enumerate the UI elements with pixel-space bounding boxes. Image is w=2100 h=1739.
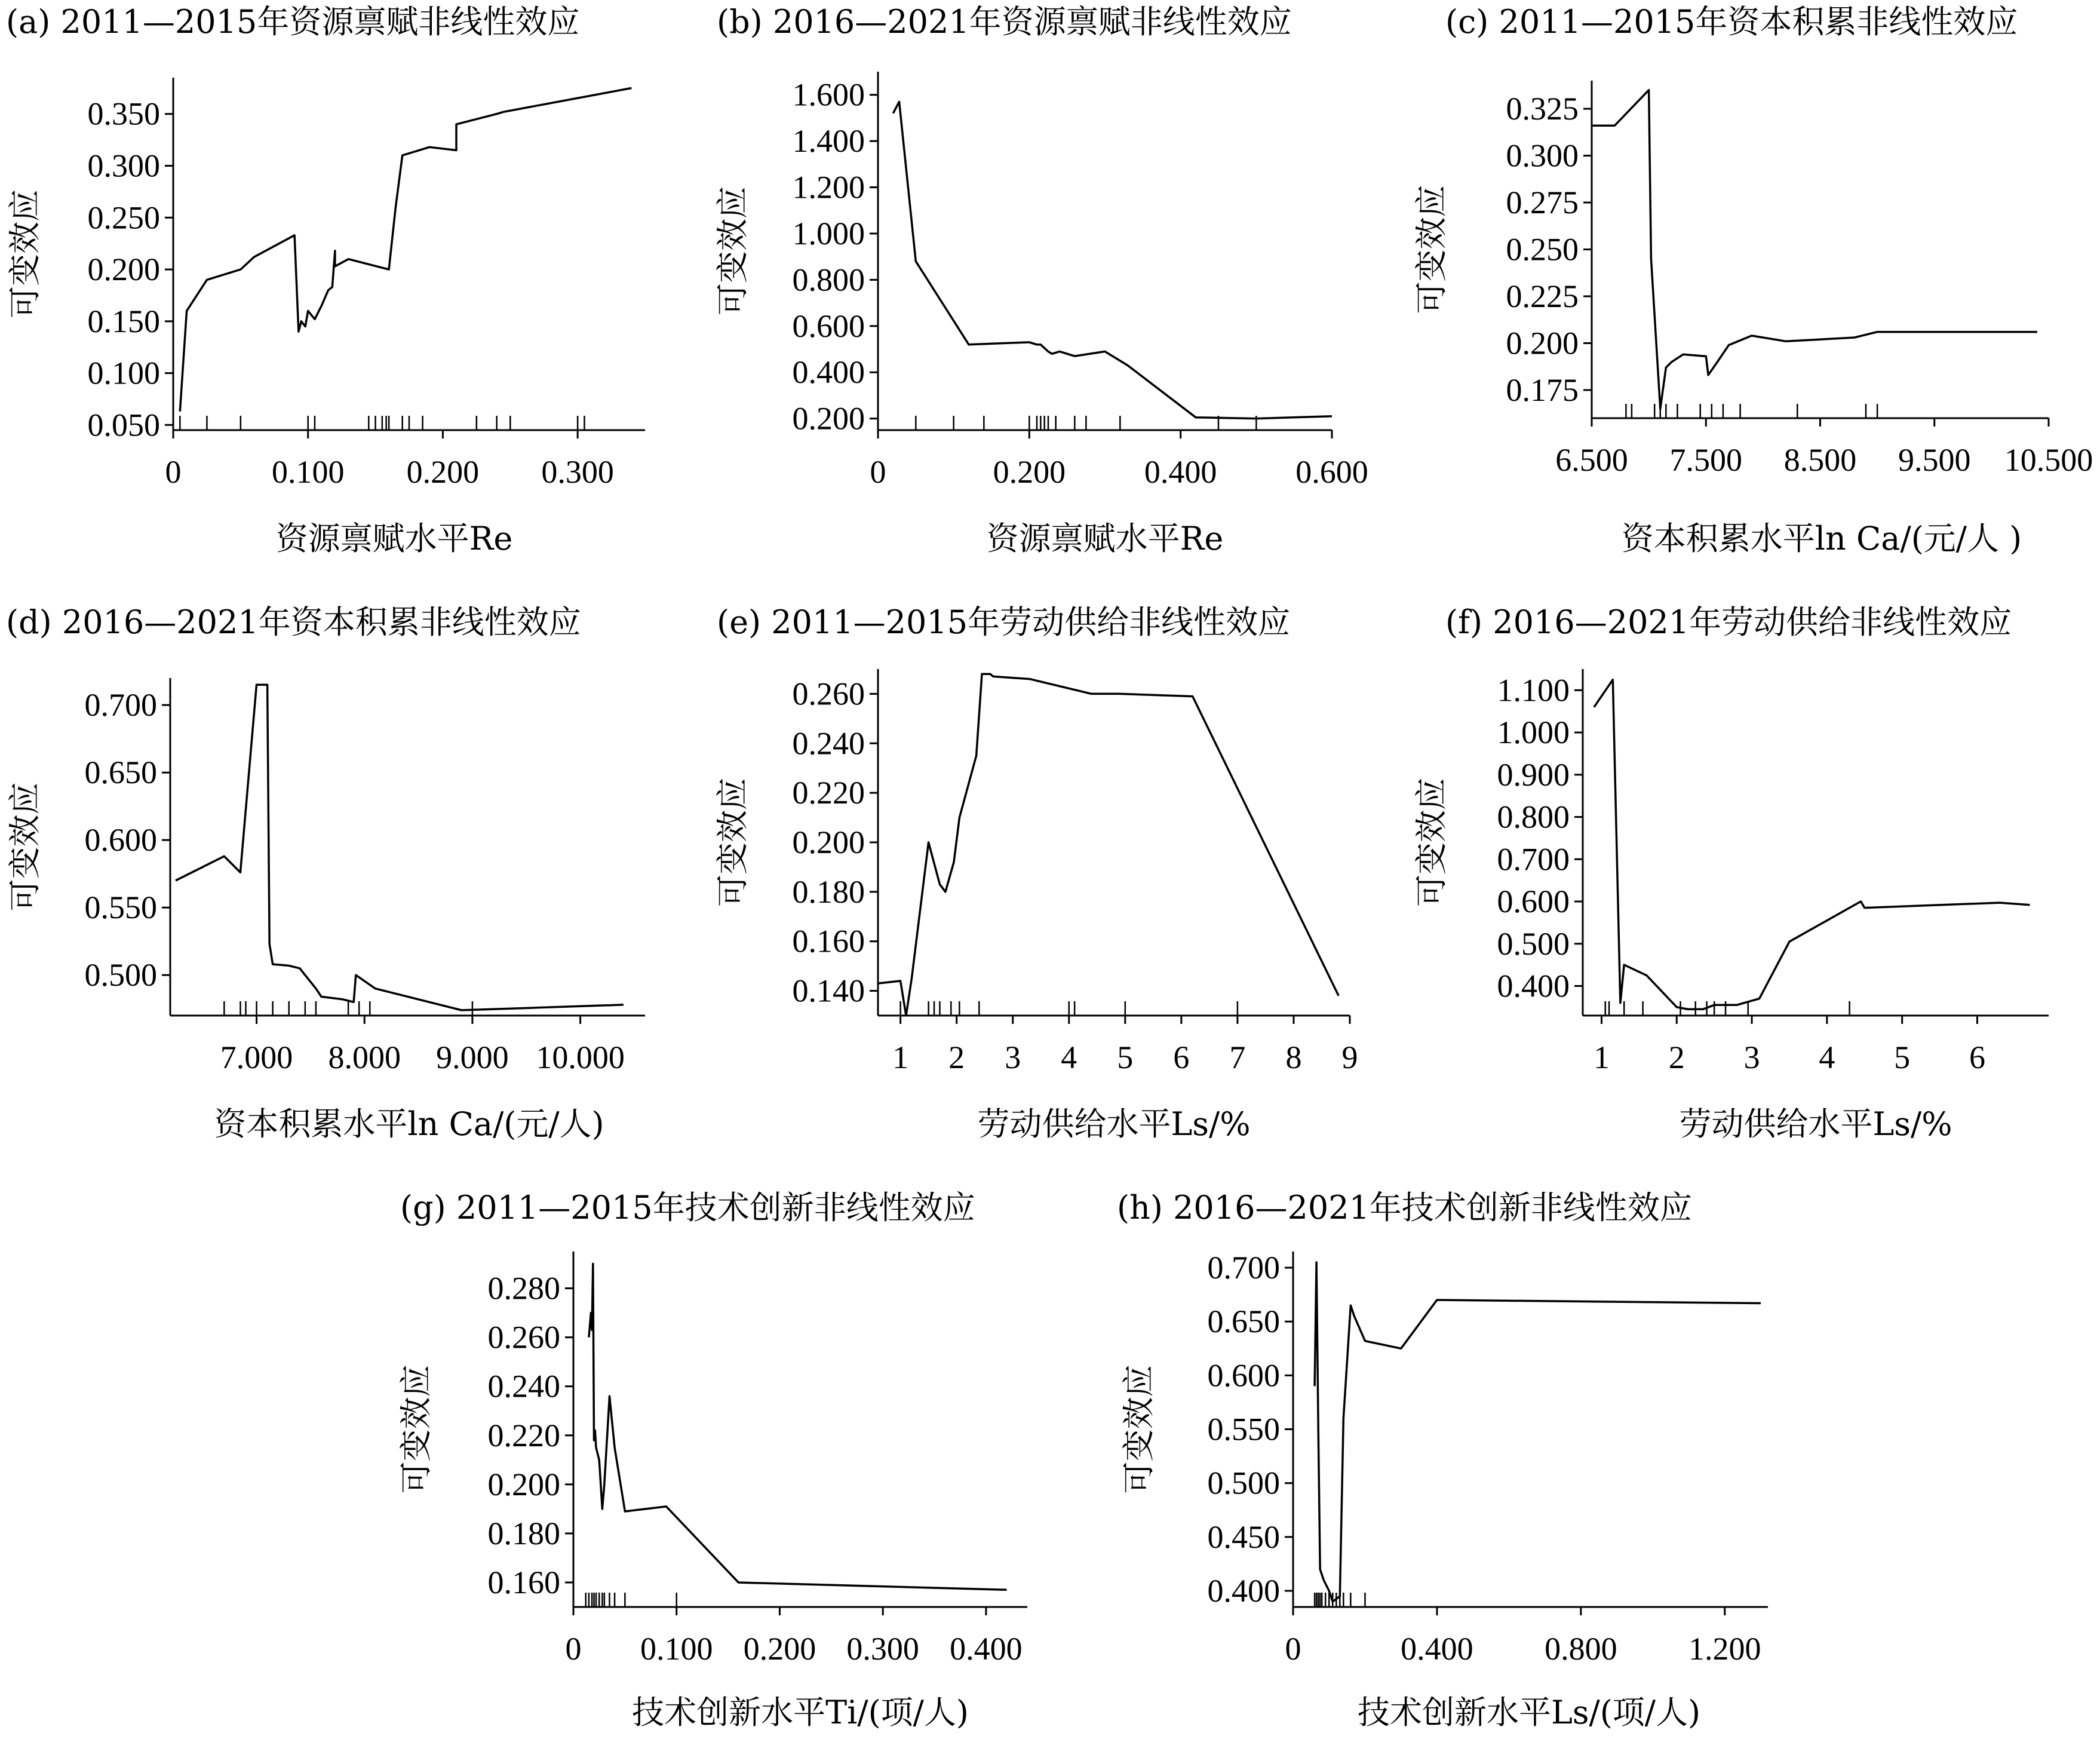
y-axis-label: 可变效应 [1413, 185, 1450, 314]
y-tick-label: 0.600 [1497, 884, 1570, 920]
chart-panel-e [714, 603, 1358, 1143]
chart-panel-c [1413, 3, 2093, 557]
chart-panel-a [6, 3, 645, 557]
x-tick-label: 1 [892, 1039, 909, 1075]
chart-panel-d [6, 603, 645, 1143]
y-tick-label: 0.150 [87, 303, 160, 339]
y-tick-label: 0.350 [87, 96, 160, 132]
y-tick-label: 0.200 [792, 400, 865, 437]
x-tick-label: 0.100 [271, 454, 345, 490]
x-tick-label: 0.400 [1401, 1631, 1473, 1667]
y-tick-label: 0.280 [487, 1270, 560, 1306]
y-tick-label: 0.300 [87, 148, 160, 184]
x-tick-label: 1.200 [1688, 1631, 1761, 1667]
y-tick-label: 0.100 [87, 355, 160, 391]
y-axis-label: 可变效应 [6, 189, 44, 318]
x-tick-label: 5 [1894, 1039, 1911, 1075]
chart-title: (d) 2016—2021年资本积累非线性效应 [6, 603, 581, 641]
x-tick-label: 10.500 [2004, 442, 2093, 478]
x-axis-label: 劳动供给水平Ls/% [977, 1105, 1251, 1143]
y-tick-label: 0.600 [792, 308, 865, 344]
x-tick-label: 2 [948, 1039, 965, 1075]
y-tick-label: 0.240 [792, 725, 865, 762]
x-tick-label: 0 [870, 454, 886, 490]
series-line [176, 685, 624, 1010]
x-tick-label: 9.000 [436, 1039, 509, 1075]
x-axis-label: 劳动供给水平Ls/% [1679, 1105, 1952, 1143]
y-tick-label: 0.220 [792, 775, 865, 811]
y-tick-label: 0.500 [1207, 1465, 1280, 1501]
x-tick-label: 8 [1285, 1039, 1302, 1075]
y-tick-label: 0.500 [1497, 925, 1570, 962]
x-tick-label: 0.400 [950, 1631, 1023, 1667]
y-tick-label: 0.550 [84, 890, 157, 926]
y-tick-label: 0.240 [487, 1368, 560, 1404]
x-tick-label: 7.000 [220, 1039, 293, 1075]
x-tick-label: 0.200 [743, 1631, 816, 1667]
x-tick-label: 0.800 [1545, 1631, 1617, 1667]
y-tick-label: 0.250 [87, 200, 160, 236]
x-axis-label: 资本积累水平ln Ca/(元/人) [214, 1105, 604, 1143]
x-tick-label: 0.200 [406, 454, 480, 490]
y-tick-label: 1.200 [792, 169, 865, 206]
y-tick-label: 0.800 [792, 262, 865, 298]
y-tick-label: 1.100 [1497, 672, 1570, 709]
chart-panel-b [714, 3, 1368, 557]
x-axis-label: 资本积累水平ln Ca/(元/人 ) [1621, 520, 2022, 557]
y-tick-label: 0.700 [84, 687, 157, 723]
y-tick-label: 0.550 [1207, 1411, 1280, 1447]
y-tick-label: 0.400 [792, 354, 865, 391]
x-tick-label: 0 [1285, 1631, 1301, 1667]
series-line [893, 102, 1332, 418]
x-tick-label: 8.000 [328, 1039, 401, 1075]
x-tick-label: 3 [1005, 1039, 1021, 1075]
y-tick-label: 0.650 [1207, 1304, 1280, 1340]
x-tick-label: 9.500 [1898, 442, 1971, 478]
y-tick-label: 1.600 [792, 76, 865, 113]
x-tick-label: 0.100 [640, 1631, 713, 1667]
x-tick-label: 5 [1117, 1039, 1134, 1075]
x-tick-label: 0 [565, 1631, 582, 1667]
x-tick-label: 0.200 [993, 454, 1066, 490]
series-line [589, 1264, 1007, 1590]
y-tick-label: 1.000 [1497, 714, 1570, 751]
y-tick-label: 0.325 [1506, 91, 1579, 127]
y-tick-label: 0.400 [1497, 968, 1570, 1004]
y-tick-label: 0.225 [1506, 278, 1579, 314]
y-tick-label: 0.180 [487, 1515, 560, 1551]
y-tick-label: 0.200 [1506, 325, 1579, 361]
chart-title: (c) 2011—2015年资本积累非线性效应 [1445, 3, 2018, 41]
x-tick-label: 8.500 [1783, 442, 1857, 478]
series-line [1315, 1262, 1761, 1602]
x-tick-label: 7.500 [1669, 442, 1742, 478]
y-tick-label: 0.175 [1506, 372, 1579, 408]
x-tick-label: 1 [1593, 1039, 1610, 1075]
y-tick-label: 0.200 [87, 252, 160, 288]
y-tick-label: 1.000 [792, 215, 865, 252]
x-tick-label: 4 [1061, 1039, 1077, 1075]
x-tick-label: 6 [1173, 1039, 1190, 1075]
y-tick-label: 0.500 [84, 957, 157, 993]
y-axis-label: 可变效应 [1413, 778, 1450, 907]
series-line [878, 674, 1338, 1016]
chart-title: (g) 2011—2015年技术创新非线性效应 [400, 1189, 975, 1226]
x-tick-label: 3 [1743, 1039, 1760, 1075]
chart-panel-g [397, 1189, 1027, 1731]
y-axis-label: 可变效应 [397, 1364, 435, 1494]
x-axis-label: 技术创新水平Ls/(项/人) [1357, 1694, 1701, 1731]
y-tick-label: 0.800 [1497, 799, 1570, 835]
x-tick-label: 6 [1969, 1039, 1985, 1075]
chart-title: (h) 2016—2021年技术创新非线性效应 [1117, 1189, 1692, 1226]
y-tick-label: 0.260 [487, 1319, 560, 1355]
chart-title: (e) 2011—2015年劳动供给非线性效应 [717, 603, 1291, 641]
y-tick-label: 0.400 [1207, 1572, 1280, 1609]
y-tick-label: 1.400 [792, 123, 865, 160]
x-tick-label: 10.000 [536, 1039, 625, 1075]
y-tick-label: 0.250 [1506, 231, 1579, 268]
x-tick-label: 0.600 [1295, 454, 1368, 490]
y-tick-label: 0.300 [1506, 137, 1579, 174]
x-axis-label: 资源禀赋水平Re [275, 520, 513, 557]
series-line [180, 88, 631, 411]
x-tick-label: 0 [165, 454, 182, 490]
y-tick-label: 0.900 [1497, 756, 1570, 793]
chart-title: (b) 2016—2021年资源禀赋非线性效应 [717, 3, 1292, 41]
x-axis-label: 技术创新水平Ti/(项/人) [632, 1694, 969, 1731]
x-tick-label: 0.400 [1144, 454, 1217, 490]
y-tick-label: 0.450 [1207, 1519, 1280, 1555]
y-axis-label: 可变效应 [6, 782, 44, 912]
y-tick-label: 0.700 [1207, 1250, 1280, 1286]
y-tick-label: 0.260 [792, 676, 865, 712]
x-tick-label: 4 [1819, 1039, 1835, 1075]
y-tick-label: 0.050 [87, 407, 160, 443]
x-axis-label: 资源禀赋水平Re [986, 520, 1224, 557]
y-axis-label: 可变效应 [714, 186, 751, 315]
chart-panel-f [1413, 603, 2049, 1143]
y-axis-label: 可变效应 [714, 778, 751, 907]
y-tick-label: 0.220 [487, 1417, 560, 1453]
chart-title: (f) 2016—2021年劳动供给非线性效应 [1445, 603, 2012, 641]
chart-panel-h [1117, 1189, 1768, 1731]
series-line [1592, 90, 2037, 409]
y-tick-label: 0.180 [792, 873, 865, 910]
y-tick-label: 0.275 [1506, 185, 1579, 221]
y-tick-label: 0.160 [487, 1564, 560, 1600]
x-tick-label: 6.500 [1555, 442, 1628, 478]
chart-title: (a) 2011—2015年资源禀赋非线性效应 [6, 3, 580, 41]
x-tick-label: 9 [1341, 1039, 1358, 1075]
series-line [1594, 680, 2030, 1010]
x-tick-label: 0.300 [541, 454, 614, 490]
y-tick-label: 0.200 [487, 1466, 560, 1502]
y-tick-label: 0.700 [1497, 841, 1570, 878]
y-tick-label: 0.600 [84, 822, 157, 858]
x-tick-label: 7 [1229, 1039, 1246, 1075]
y-tick-label: 0.650 [84, 755, 157, 791]
x-tick-label: 2 [1668, 1039, 1685, 1075]
x-tick-label: 0.300 [846, 1631, 919, 1667]
y-tick-label: 0.140 [792, 973, 865, 1009]
y-tick-label: 0.160 [792, 923, 865, 959]
y-axis-label: 可变效应 [1120, 1364, 1158, 1494]
y-tick-label: 0.600 [1207, 1357, 1280, 1394]
y-tick-label: 0.200 [792, 824, 865, 860]
